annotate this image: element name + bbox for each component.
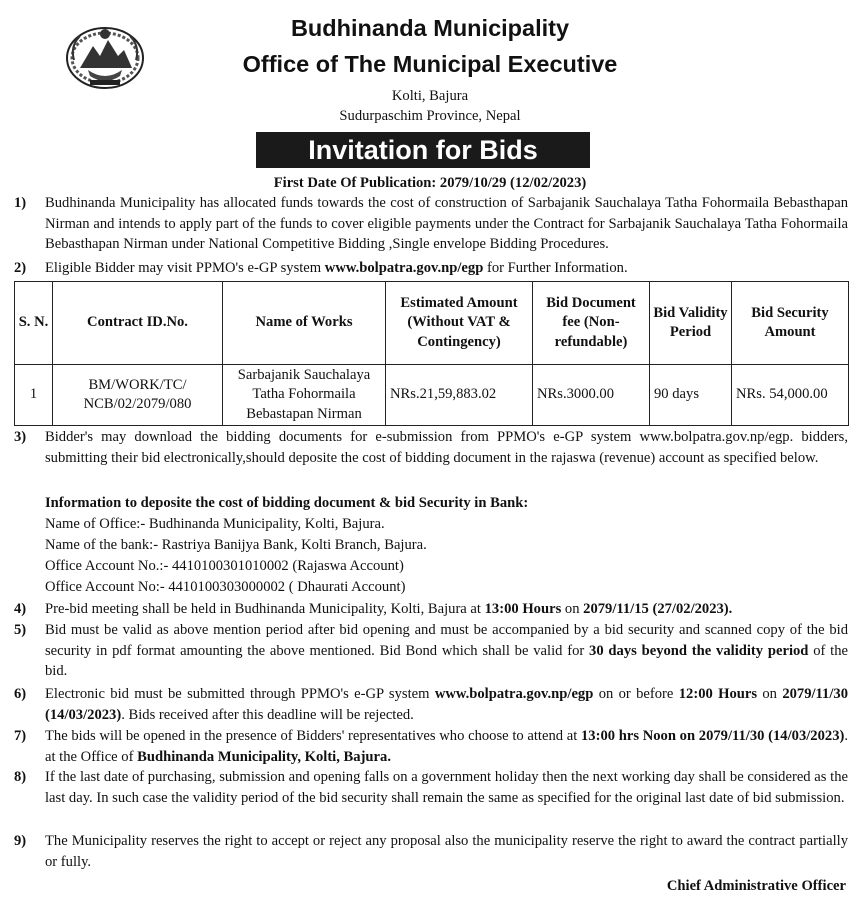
org-name: Budhinanda Municipality: [290, 15, 570, 41]
table-row: [15, 365, 849, 426]
clause-5: [14, 620, 848, 682]
clause-text: Budhinanda Municipality has allocated funds towards the cost of construction of Sarbajanik Sauchalaya Tatha Fohormaila Bebasthapan Nirman and intends to apply part of the funds to cover eligible payments under the Contract for Sarbajanik Sauchalaya Tatha Fohormaila Bebasthapan Nirman under National Competitive Bidding ,Single envelope Bidding Procedures.: [45, 195, 848, 252]
cell-bid-document-fee: NRs.3000.00: [533, 365, 650, 426]
clause-4: [14, 599, 848, 620]
header-name-of-works: Name of Works: [223, 282, 386, 365]
clause-text: The bids will be opened in the presence of Bidders' representatives who choose to attend at 13:00 hrs Noon on 2079/11/30 (14/03/2023). at the Office of Budhinanda Municipality, Kolti, Bajura.: [45, 728, 849, 765]
header-bid-validity: Bid Validity Period: [650, 282, 732, 365]
clause-number: 1): [14, 195, 27, 211]
clause-2: [14, 258, 848, 279]
bank-info-heading: Information to deposite the cost of bidding document & bid Security in Bank:: [45, 495, 529, 511]
table-header-row: [15, 282, 849, 365]
bank-account-1: Office Account No.:- 4410100301010002 (Rajaswa Account): [45, 558, 404, 574]
header-contract-id: Contract ID.No.: [53, 282, 223, 365]
clause-9: [14, 831, 848, 872]
header-bid-document-fee: Bid Document fee (Non-refundable): [533, 282, 650, 365]
clause-8: [14, 767, 848, 808]
clause-1: [14, 193, 848, 255]
clause-text: Bid must be valid as above mention period after bid opening and must be accompanied by a bid security and scanned copy of the bid security in pdf format amounting the above mentioned. Bid Bond which shall be valid for 30 days beyond the validity period of the bid.: [45, 622, 848, 679]
clause-3: [14, 427, 848, 468]
clause-number: 5): [14, 622, 27, 638]
clause-text: If the last date of purchasing, submission and opening falls on a government holiday then the next working day shall be considered as the last day. In such case the validity period of the bid security shall remain the same as specified for the original last date of bid submission.: [45, 769, 848, 806]
cell-contract-id: BM/WORK/TC/ NCB/02/2079/080: [53, 365, 223, 426]
clause-text: Bidder's may download the bidding documents for e-submission from PPMO's e-GP system www.bolpatra.gov.np/egp. bidders, submitting their bid electronically,should deposite the cost of bidding document in the rajaswa (revenue) account as specified below.: [45, 429, 848, 466]
cell-name-of-works: Sarbajanik Sauchalaya Tatha Fohormaila Bebastapan Nirman: [223, 365, 386, 426]
cell-sn: 1: [15, 365, 53, 426]
clause-number: 6): [14, 686, 27, 702]
clause-number: 2): [14, 260, 27, 276]
publication-date: First Date Of Publication: 2079/10/29 (12/02/2023): [273, 175, 587, 191]
header-estimated-amount: Estimated Amount (Without VAT & Contingency): [386, 282, 533, 365]
egp-link[interactable]: www.bolpatra.gov.np/egp: [434, 686, 594, 702]
nepal-emblem-icon: [60, 20, 150, 92]
header-bid-security: Bid Security Amount: [732, 282, 849, 365]
clause-number: 7): [14, 728, 27, 744]
clause-text: Pre-bid meeting shall be held in Budhinanda Municipality, Kolti, Bajura at 13:00 Hours on 2079/11/15 (27/02/2023).: [45, 601, 733, 617]
cell-bid-validity: 90 days: [650, 365, 732, 426]
cell-estimated-amount: NRs.21,59,883.02: [386, 365, 533, 426]
office-name: Office of The Municipal Executive: [242, 51, 618, 77]
bank-office-name: Name of Office:- Budhinanda Municipality, Kolti, Bajura.: [45, 516, 385, 532]
clause-text: Electronic bid must be submitted through PPMO's e-GP system www.bolpatra.gov.np/egp on or before 12:00 Hours on 2079/11/30 (14/03/2023). Bids received after this deadline will be rejected.: [45, 686, 848, 723]
header-sn: S. N.: [15, 282, 53, 365]
signatory-title: Chief Administrative Officer: [666, 878, 846, 894]
clause-number: 3): [14, 429, 27, 445]
bank-account-2: Office Account No:- 4410100303000002 ( Dhaurati Account): [45, 579, 406, 595]
address-line-2: Sudurpaschim Province, Nepal: [339, 108, 521, 124]
bid-table: [14, 281, 849, 426]
notice-title-banner: Invitation for Bids: [256, 132, 590, 168]
clause-number: 9): [14, 833, 27, 849]
egp-link[interactable]: www.bolpatra.gov.np/egp: [324, 260, 484, 276]
clause-number: 8): [14, 769, 27, 785]
clause-6: [14, 684, 848, 725]
clause-text: The Municipality reserves the right to accept or reject any proposal also the municipality reserve the right to award the contract partially or fully.: [45, 833, 848, 870]
address-line-1: Kolti, Bajura: [391, 88, 469, 104]
cell-bid-security: NRs. 54,000.00: [732, 365, 849, 426]
clause-number: 4): [14, 601, 27, 617]
clause-text: Eligible Bidder may visit PPMO's e-GP system www.bolpatra.gov.np/egp for Further Information.: [45, 260, 628, 276]
bank-name: Name of the bank:- Rastriya Banijya Bank, Kolti Branch, Bajura.: [45, 537, 427, 553]
clause-7: [14, 726, 848, 767]
